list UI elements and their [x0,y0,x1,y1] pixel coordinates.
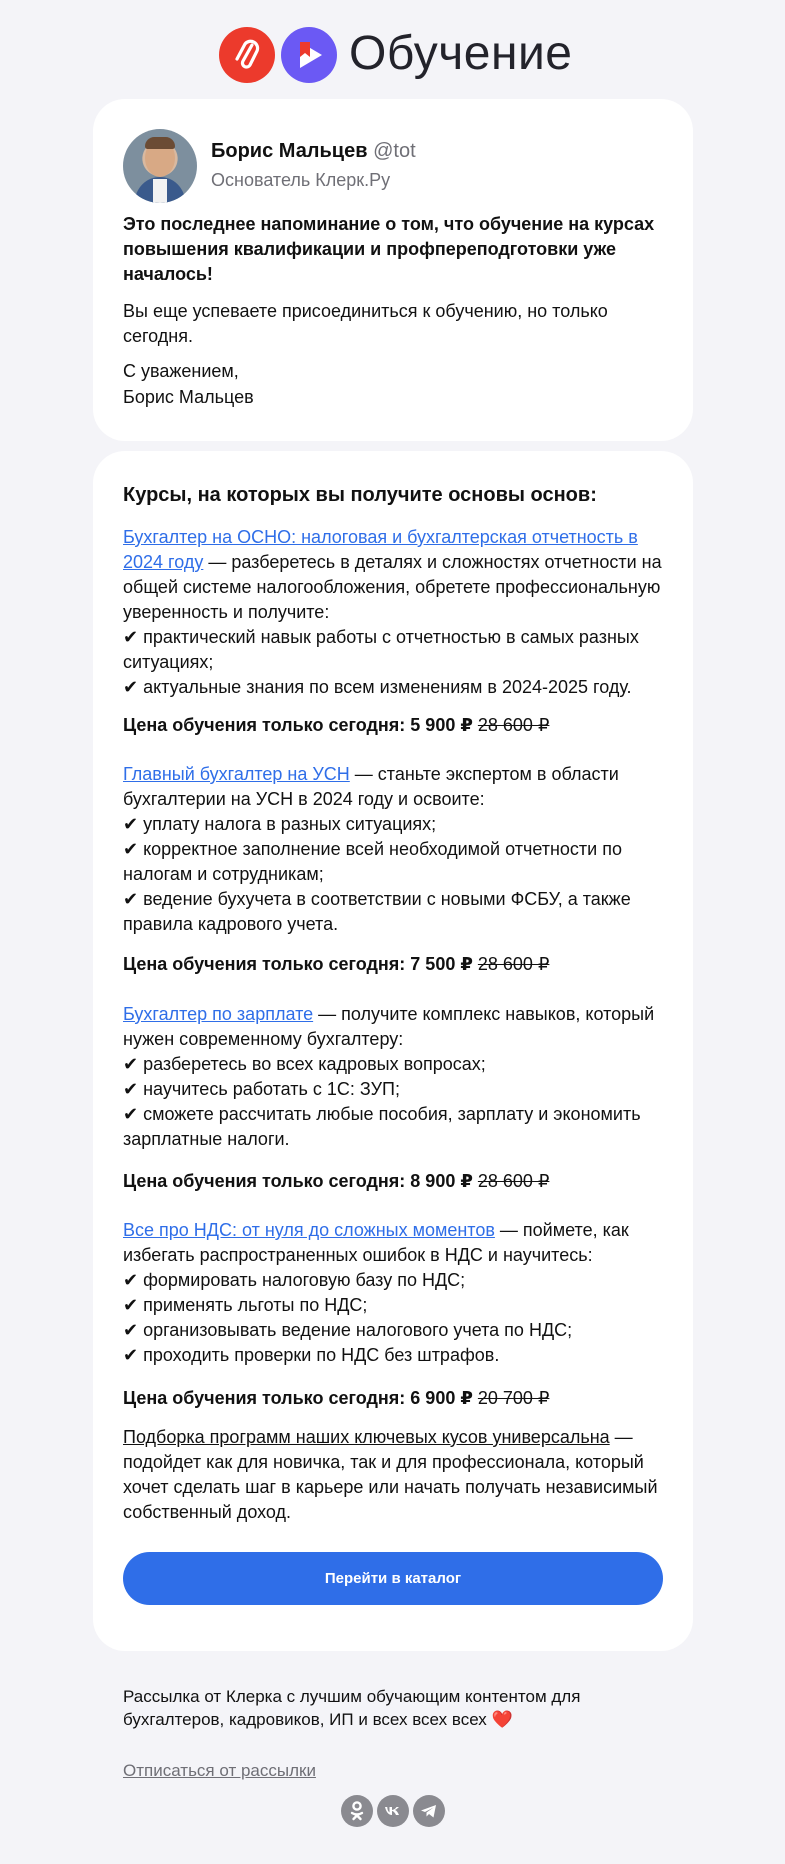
course-bullet: ✔ сможете рассчитать любые пособия, зарплату и экономить зарплатные налоги. [123,1104,641,1149]
course-description: — поймете, как избегать распространенных ошибок в НДС и научитесь: [123,1220,629,1265]
author-name [211,139,416,163]
course-price [123,1169,549,1193]
footer-text [123,1685,623,1731]
play-bookmark-logo-icon [281,27,337,83]
section-title: Курсы, на которых вы получите основы основ: [123,484,597,506]
author-handle: @tot [373,140,416,162]
course-bullet: ✔ практический навык работы с отчетностью в самых разных ситуациях; [123,627,639,672]
programs-collection-link[interactable]: Подборка программ наших ключевых кусов универсальна [123,1427,610,1447]
odnoklassniki-icon[interactable] [341,1795,373,1827]
author-role: Основатель Клерк.Ру [211,170,391,190]
course-bullet: ✔ проходить проверки по НДС без штрафов. [123,1345,500,1365]
signature [123,358,663,410]
avatar [123,129,197,203]
price-old: 28 600 ₽ [477,715,550,735]
course-description: — получите комплекс навыков, который нужен современному бухгалтеру: [123,1004,655,1049]
course-price [123,1386,549,1410]
price-current: 8 900 ₽ [410,1171,473,1191]
courses-card [93,451,693,1651]
heart-icon: ❤️ [491,1710,513,1729]
price-label: Цена обучения только сегодня: [123,1171,406,1191]
go-to-catalog-button[interactable]: Перейти в каталог [123,1552,663,1605]
course-description: — станьте экспертом в области бухгалтерии на УСН в 2024 году и освоите: [123,764,619,809]
course-bullet: ✔ научитесь работать с 1С: ЗУП; [123,1079,400,1099]
course-description: — разберетесь в деталях и сложностях отчетности на общей системе налогообложения, обретете профессиональную уверенность и получите: [123,552,662,622]
course-link-vat[interactable]: Все про НДС: от нуля до сложных моментов [123,1220,495,1240]
intro-text: Вы еще успеваете присоединиться к обучению, но только сегодня. [123,301,608,346]
price-old: 28 600 ₽ [477,1171,550,1191]
outro-description: — подойдет как для новичка, так и для профессионала, который хочет сделать шаг в карьере или начать получать независимый собственный доход. [123,1427,658,1522]
signature-line-2: Борис Мальцев [123,387,254,407]
price-label: Цена обучения только сегодня: [123,1388,406,1408]
price-label: Цена обучения только сегодня: [123,715,406,735]
price-old: 20 700 ₽ [477,1388,550,1408]
price-current: 5 900 ₽ [410,715,473,735]
course-block [123,525,668,700]
course-block [123,762,668,937]
course-bullet: ✔ организовывать ведение налогового учета по НДС; [123,1320,573,1340]
course-bullet: ✔ применять льготы по НДС; [123,1295,368,1315]
course-bullet: ✔ формировать налоговую базу по НДС; [123,1270,466,1290]
course-bullet: ✔ корректное заполнение всей необходимой отчетности по налогам и сотрудникам; [123,839,622,884]
price-current: 7 500 ₽ [410,954,473,974]
course-price [123,952,549,976]
footer-description: Рассылка от Клерка с лучшим обучающим контентом для бухгалтеров, кадровиков, ИП и всех всех всех [123,1687,581,1729]
unsubscribe-link[interactable]: Отписаться от рассылки [123,1761,316,1780]
course-link-salary[interactable]: Бухгалтер по зарплате [123,1004,314,1024]
outro-text [123,1425,668,1525]
course-bullet: ✔ актуальные знания по всем изменениям в 2024-2025 году. [123,677,632,697]
paperclip-logo-icon [219,27,275,83]
author-card [93,99,693,441]
course-bullet: ✔ ведение бухучета в соответствии с новыми ФСБУ, а также правила кадрового учета. [123,889,631,934]
vk-icon[interactable] [377,1795,409,1827]
course-block [123,1002,668,1152]
course-link-usn[interactable]: Главный бухгалтер на УСН [123,764,350,784]
course-link-osno[interactable]: Бухгалтер на ОСНО: налоговая и бухгалтерская отчетность в 2024 году [123,527,638,572]
price-label: Цена обучения только сегодня: [123,954,406,974]
email-header [0,0,785,100]
course-bullet: ✔ разберетесь во всех кадровых вопросах; [123,1054,486,1074]
course-bullet: ✔ уплату налога в разных ситуациях; [123,814,437,834]
telegram-icon[interactable] [413,1795,445,1827]
price-current: 6 900 ₽ [410,1388,473,1408]
course-price [123,713,549,737]
price-old: 28 600 ₽ [477,954,550,974]
author-name-text: Борис Мальцев [211,140,368,162]
brand-title: Обучение [349,27,573,80]
course-block [123,1218,668,1368]
signature-line-1: С уважением, [123,361,239,381]
intro-headline: Это последнее напоминание о том, что обучение на курсах повышения квалификации и профпереподготовки уже началось! [123,214,655,284]
